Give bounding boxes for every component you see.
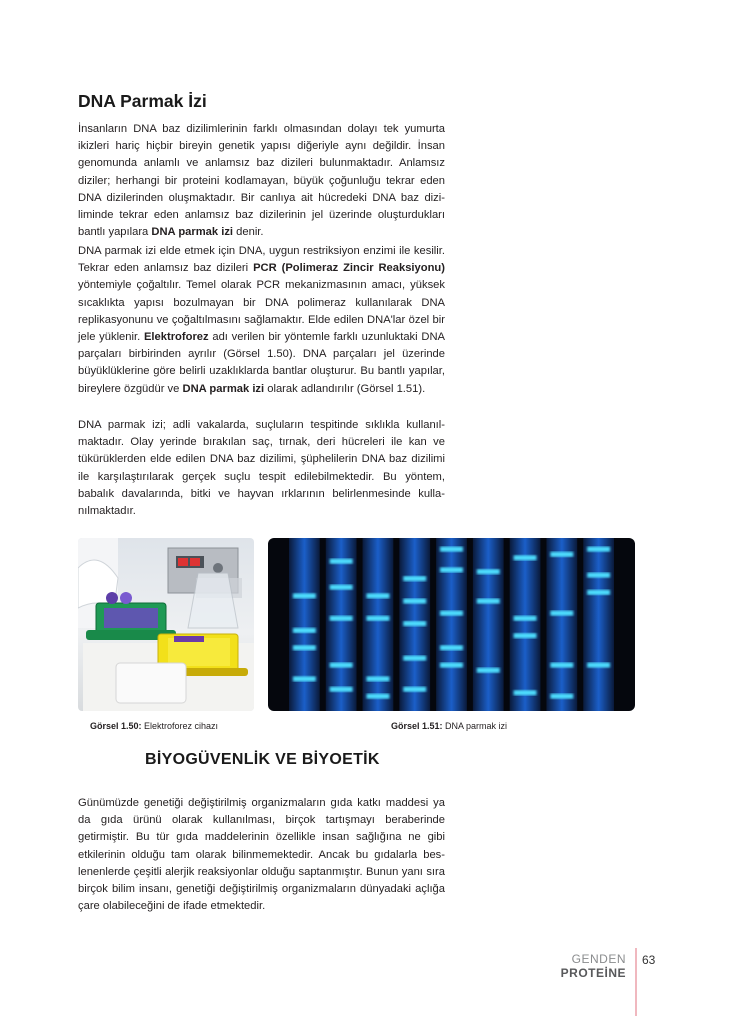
- gel-band: [550, 611, 573, 616]
- text-run: İnsanların DNA baz dizilimlerinin farklı olmasından dolayı tek yumurta ikizleri hariç hiçbir bireyin genetik yapısı diğeriyle aynı değildir. İnsan genomunda anlamlı ve anlamsız baz dizileri bulunmaktadır. Anlamsız diziler; herhangi bir proteini kodlamayan, büyük çoğunluğu tekrar eden DNA dizilerinden oluşmaktadır. Bir canlıya ait hücredeki DNA baz diziliminde tekrar eden anlamsız baz dizilerinin jel üzerinde oluşturdukları bantlı yapılara: [78, 123, 445, 239]
- electrophoresis-photo: [78, 538, 254, 711]
- gel-band: [550, 663, 573, 668]
- figure-caption-1: Görsel 1.50: Elektroforez cihazı: [90, 721, 219, 731]
- gel-band: [587, 590, 610, 595]
- paragraph-method: [78, 243, 445, 398]
- gel-lane: [583, 538, 614, 711]
- gel-band: [293, 645, 316, 650]
- gel-band: [403, 621, 426, 626]
- gel-band: [587, 663, 610, 668]
- gel-lane: [436, 538, 467, 711]
- text-run: adı verilen bir yöntemle farklı uzunluktaki DNA parçaları birbirinden ayrılır (Görsel 1.50). DNA parçaları jel üzerinde büyüklüklerine göre belirli uzaklıklarda bantlar oluşturur. Bu bantlı yapılar, bireylere özgüdür ve: [78, 331, 445, 395]
- gel-lane: [363, 538, 394, 711]
- paragraph-intro: [78, 121, 445, 241]
- gel-band: [550, 694, 573, 699]
- gel-band: [514, 633, 537, 638]
- gel-band: [330, 559, 353, 564]
- paragraph-usage: [78, 417, 445, 520]
- brand-top-text: GENDEN: [571, 952, 626, 966]
- gel-band: [587, 573, 610, 578]
- gel-band: [367, 616, 390, 621]
- bold-term: DNA parmak izi: [182, 382, 265, 395]
- dna-fingerprint-gel-image: [268, 538, 635, 711]
- gel-band: [330, 616, 353, 621]
- text-run: Günümüzde genetiği değiştirilmiş organizmaların gıda katkı maddesi ya da gıda ürünü olarak kullanılması, birçok tartışmayı beraberinde getirmiştir. Bu tür gıda maddelerinin özellikle insan sağlığına ne gibi etkilerinin olduğu tam olarak bilinmemektedir. Ancak bu gıdalarla beslenenlerde çeşitli alerjik reaksiyonlar olduğu saptanmıştır. Bunun yanı sıra birçok bilim insanı, genetiği değiştirilmiş organizmaların dünyadaki açlığa çare olabileceğini de ifade etmektedir.: [78, 797, 445, 913]
- gel-band: [514, 616, 537, 621]
- text-run: olarak adlandırılır (Görsel 1.51).: [264, 382, 426, 395]
- gel-band: [587, 547, 610, 552]
- text-run: yöntemiyle çoğaltılır. Temel olarak PCR mekanizmasının amacı, yüksek sıcaklıkta yapısı bozulmayan bir DNA polimeraz kullanılarak DNA replikasyonunu ve çoğaltılmasını sağlamaktır. Elde edilen DNA'lar özel bir jele yüklenir.: [78, 279, 445, 344]
- gel-band: [440, 645, 463, 650]
- gel-band: [293, 676, 316, 681]
- section-title-biosafety: BİYOGÜVENLİK VE BİYOETİK: [145, 751, 380, 768]
- section-heading: DNA Parmak İzi: [78, 91, 207, 111]
- text-run: denir.: [233, 226, 264, 239]
- gel-band: [440, 567, 463, 572]
- text-run: DNA parmak izi elde etmek için DNA, uygun restriksiyon enzimi ile kesilir. Tekrar eden anlamsız baz dizileri: [78, 245, 445, 275]
- gel-band: [403, 656, 426, 661]
- gel-lane: [546, 538, 577, 711]
- gel-band: [477, 569, 500, 574]
- gel-band: [367, 694, 390, 699]
- footer-brand: [561, 952, 626, 980]
- page-number: 63: [642, 953, 656, 967]
- gel-lane: [510, 538, 541, 711]
- gel-band: [367, 676, 390, 681]
- gel-band: [440, 611, 463, 616]
- gel-lane: [289, 538, 320, 711]
- gel-band: [514, 690, 537, 695]
- figure-caption-2: Görsel 1.51: DNA parmak izi: [391, 721, 508, 731]
- gel-lane: [326, 538, 357, 711]
- gel-band: [477, 668, 500, 673]
- gel-band: [293, 628, 316, 633]
- brand-bottom-text: PROTEİNE: [560, 966, 626, 980]
- bold-term: Elektroforez: [143, 331, 209, 344]
- gel-band: [403, 599, 426, 604]
- gel-band: [293, 593, 316, 598]
- gel-band: [440, 547, 463, 552]
- gel-band: [367, 593, 390, 598]
- bold-term: PCR (Polimeraz Zincir Reaksiyonu): [253, 262, 445, 275]
- gel-band: [330, 687, 353, 692]
- paragraph-biosafety: [78, 795, 445, 915]
- gel-band: [403, 576, 426, 581]
- gel-band: [477, 599, 500, 604]
- bold-term: DNA parmak izi: [151, 226, 234, 239]
- gel-lane: [473, 538, 504, 711]
- gel-band: [440, 663, 463, 668]
- gel-band: [550, 552, 573, 557]
- gel-band: [403, 687, 426, 692]
- text-run: DNA parmak izi; adli vakalarda, suçluların tespitinde sıklıkla kullanılmaktadır. Olay yerinde bırakılan saç, tırnak, deri hücreleri ile kan ve tükürüklerden elde edilen DNA baz dizilimi, şüphelilerin DNA baz dizilimi ile karşılaştırılarak gerçek suçlu tespit edilebilmektedir. Bu yöntem, babalık davalarında, bitki ve hayvan ırklarının belirlenmesinde kullanılmaktadır.: [78, 419, 445, 518]
- gel-band: [330, 663, 353, 668]
- footer-divider: [635, 948, 637, 1016]
- gel-band: [330, 585, 353, 590]
- gel-band: [514, 555, 537, 560]
